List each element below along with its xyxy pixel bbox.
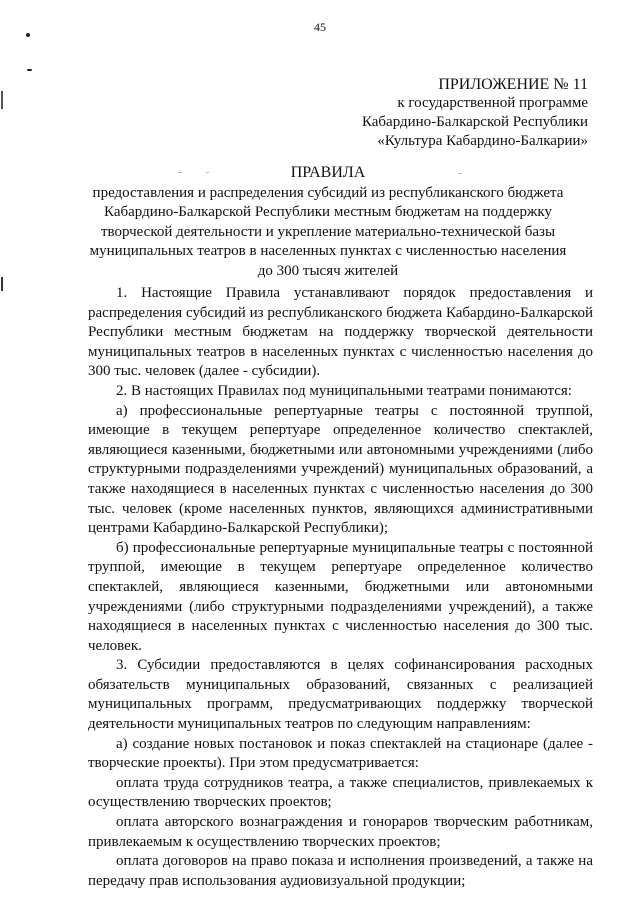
- annex-line: к государственной программе: [397, 95, 588, 111]
- rules-subtitle: предоставления и распределения субсидий из республиканского бюджета Кабардино-Балкарской Республики местным бюджетам на поддержку творческой деятельности и укрепление материально-технической базы муниципальных театров в населенных пунктах с численностью населения до 300 тысяч жителей: [89, 184, 567, 279]
- paragraph: 2. В настоящих Правилах под муниципальными театрами понимаются:: [116, 382, 572, 399]
- paragraph: оплата авторского вознаграждения и гонораров творческим работникам, привлекаемым к осуществлению творческих проектов;: [88, 814, 593, 850]
- annex-line: Кабардино-Балкарской Республики: [361, 114, 588, 130]
- scan-artifact-edge: [1, 91, 3, 109]
- paragraph: оплата труда сотрудников театра, а также специалистов, привлекаемых к осуществлению творческих проектов;: [88, 774, 593, 811]
- paragraph: оплата договоров на право показа и исполнения произведений, а также на передачу прав использования аудиовизуальной продукции;: [88, 853, 593, 889]
- annex-title: ПРИЛОЖЕНИЕ № 11: [438, 76, 588, 93]
- annex-line: «Культура Кабардино-Балкарии»: [377, 133, 588, 149]
- scan-artifact-edge: [1, 277, 3, 291]
- scan-artifact-tick: [27, 69, 32, 71]
- rules-title: ПРАВИЛА: [290, 164, 366, 181]
- paragraph: 1. Настоящие Правила устанавливают порядок предоставления и распределения субсидий из республиканского бюджета Кабардино-Балкарской Республики местным бюджетам на поддержку творческой деятельности муниципальных театров в населенных пунктах с численностью населения до 300 тыс. человек (далее - субсидии).: [88, 285, 593, 380]
- paragraph: а) создание новых постановок и показ спектаклей на стационаре (далее - творческие проекты). При этом предусматривается:: [88, 735, 593, 772]
- paragraph: б) профессиональные репертуарные муниципальные театры с постоянной труппой, имеющие в текущем репертуаре определенное количество спектаклей, являющиеся казенными, бюджетными или автономными учреждениями (либо структурными подразделениями учреждений), а также находящиеся в населенных пунктах с численностью населения до 300 тыс. человек.: [88, 539, 593, 654]
- paragraph: а) профессиональные репертуарные театры с постоянной труппой, имеющие в текущем репертуаре определенное количество спектаклей, являющиеся казенными, бюджетными или автономными учреждениями (либо структурными подразделениями учреждений) муниципальных образований, а также находящиеся в населенных пунктах с численностью населения до 300 тыс. человек (кроме населенных пунктов, являющихся административными центрами Кабардино-Балкарской Республики);: [88, 402, 593, 537]
- annex-header: [362, 75, 588, 151]
- page-number: 45: [314, 20, 326, 34]
- document-body: [88, 284, 593, 891]
- paragraph: 3. Субсидии предоставляются в целях софинансирования расходных обязательств муниципальных образований, связанных с реализацией муниципальных программ, предусматривающих поддержку творческой деятельности муниципальных театров по следующим направлениям:: [88, 657, 593, 733]
- rules-heading: [86, 163, 570, 281]
